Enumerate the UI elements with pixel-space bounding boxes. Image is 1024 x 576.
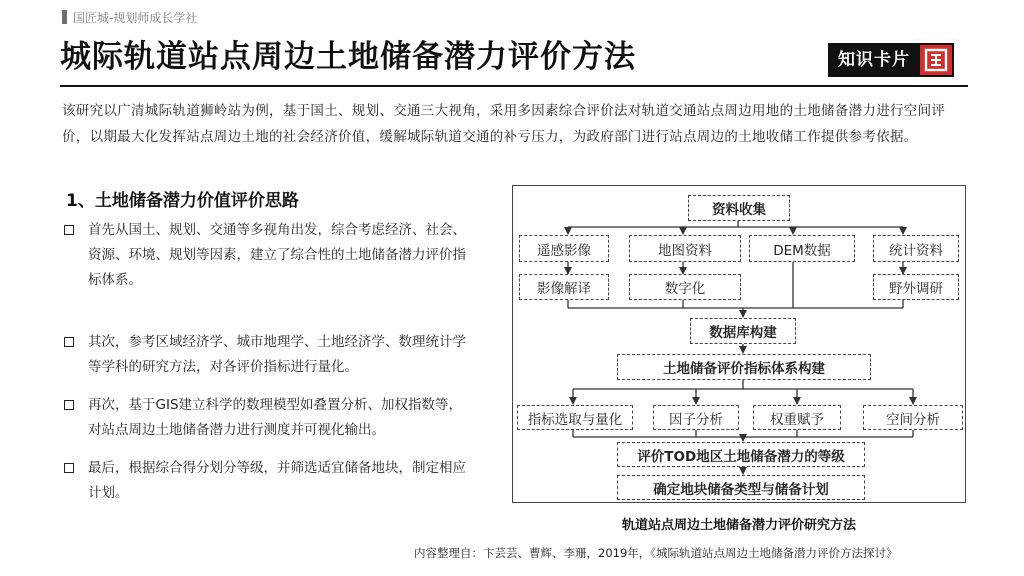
node-spatial-analysis: 空间分析 [863,405,963,430]
page-title: 城际轨道站点周边土地储备潜力评价方法 [60,39,636,75]
node-factor-analysis: 因子分析 [653,405,739,430]
list-item [64,456,474,506]
guo-logo-icon [920,43,954,77]
bullet-text: 再次，基于GIS建立科学的数理模型如叠置分析、加权指数等，对站点周边土地储备潜力进行测度并可视化输出。 [88,397,463,438]
list-item [64,218,474,293]
org-name: 国匠城-规划师成长学社 [73,10,198,25]
node-field-survey: 野外调研 [873,274,959,300]
bullet-list [64,218,474,506]
bullet-text: 其次，参考区域经济学、城市地理学、土地经济学、数理统计学等学科的研究方法，对各评价指标进行量化。 [88,334,466,375]
checkbox-square-icon [64,463,74,473]
list-item [64,330,474,380]
list-item [64,393,474,443]
node-statistics: 统计资料 [873,235,959,262]
header-marker [62,10,67,24]
node-digitization: 数字化 [629,274,741,300]
node-remote-sensing: 遥感影像 [519,235,609,262]
header-bar [62,8,197,26]
node-image-interpretation: 影像解译 [519,274,609,300]
node-evaluate-grade: 评价TOD地区土地储备潜力的等级 [617,442,865,467]
checkbox-square-icon [64,337,74,347]
checkbox-square-icon [64,225,74,235]
node-database: 数据库构建 [690,318,796,344]
node-indicator-system: 土地储备评价指标体系构建 [617,354,871,380]
node-data-collection: 资料收集 [688,195,790,221]
checkbox-square-icon [64,400,74,410]
node-map-data: 地图资料 [629,235,741,262]
source-citation: 内容整理自：卞芸芸、曹辉、李珊，2019年，《城际轨道站点周边土地储备潜力评价方法探讨》 [414,546,898,560]
node-dem-data: DEM数据 [749,235,855,262]
figure-caption: 轨道站点周边土地储备潜力评价研究方法 [621,518,856,533]
method-flowchart [512,185,966,503]
bullet-text: 最后，根据综合得分划分等级，并筛选适宜储备地块，制定相应计划。 [88,460,466,501]
node-weighting: 权重赋予 [753,405,841,430]
badge-text: 知识卡片 [828,43,920,77]
title-divider [60,85,968,87]
node-indicator-selection: 指标选取与量化 [517,405,633,430]
intro-paragraph: 该研究以广清城际轨道狮岭站为例，基于国土、规划、交通三大视角，采用多因素综合评价法对轨道交通站点周边用地的土地储备潜力进行空间评价，以期最大化发挥站点周边土地的社会经济价值，缓解城际轨道交通的补亏压力，为政府部门进行站点周边的土地收储工作提供参考依据。 [62,103,946,145]
node-reserve-plan: 确定地块储备类型与储备计划 [617,475,865,500]
bullet-text: 首先从国土、规划、交通等多视角出发，综合考虑经济、社会、资源、环境、规划等因素，建立了综合性的土地储备潜力评价指标体系。 [88,222,466,288]
knowledge-card-badge [828,43,954,77]
section-title: 1、土地储备潜力价值评价思路 [66,191,299,211]
